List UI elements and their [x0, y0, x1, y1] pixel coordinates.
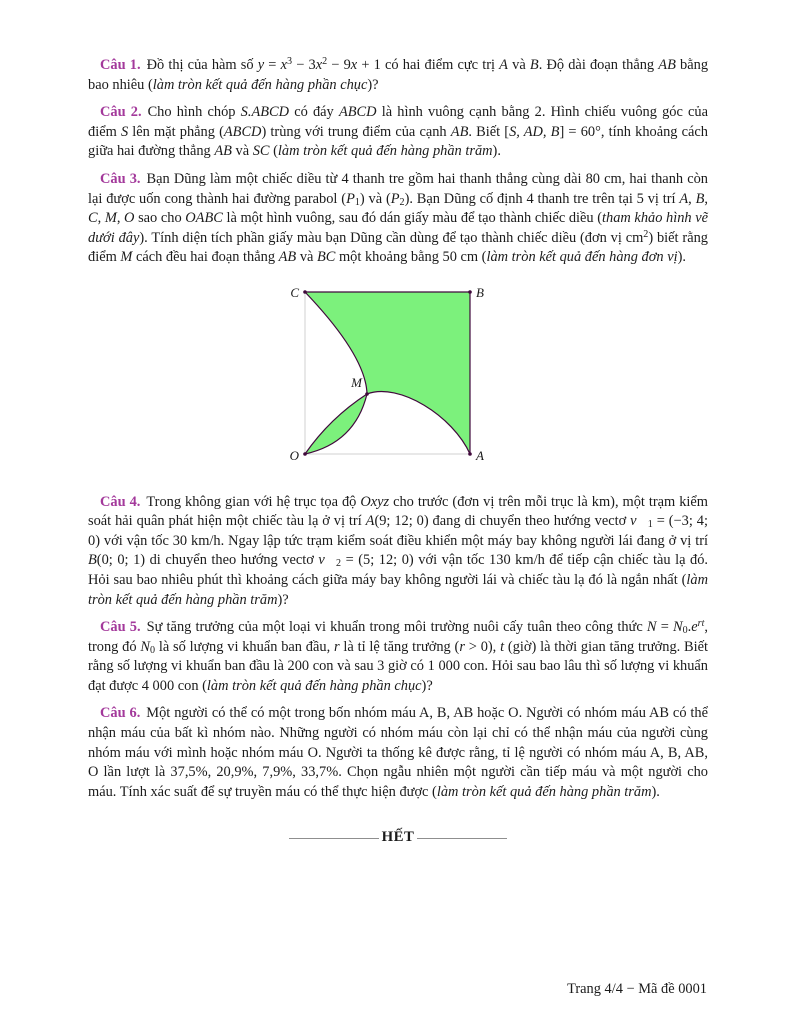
- question-5: [88, 618, 708, 696]
- exam-content: [88, 56, 708, 848]
- end-marker: [88, 828, 708, 848]
- question-3: [88, 170, 708, 268]
- point-O-label: O: [289, 447, 299, 463]
- question-6-label: Câu 6.: [100, 705, 141, 722]
- end-rule-right: [417, 838, 507, 839]
- question-2-text: Cho hình chóp S.ABCD có đáy ABCD là hình vuông cạnh bằng 2. Hình chiếu vuông góc của điểm S lên mặt phẳng (ABCD) trùng với trung điểm của cạnh AB. Biết [S, AD, B] = 60°, tính khoảng cách giữa hai đường thẳng AB và SC (làm tròn kết quả đến hàng phần trăm).: [88, 104, 709, 160]
- question-1-label: Câu 1.: [100, 57, 141, 73]
- kite-figure-svg: [283, 278, 513, 474]
- point-C-dot: [303, 290, 307, 294]
- question-6: [88, 704, 708, 802]
- point-A-label: A: [476, 447, 484, 463]
- point-A-dot: [468, 452, 472, 456]
- question-5-text: Sự tăng trưởng của một loại vi khuẩn trong môi trường nuôi cấy tuân theo công thức $N = N0.e^{rt}$, trong đó N0 là số lượng vi khuẩn ban đầu, r là tỉ lệ tăng trưởng (r > 0), t (giờ) là thời gian tăng trưởng. Biết rằng số lượng vi khuẩn ban đầu là 200 con và sau 3 giờ có 1 000 con. Hỏi sau bao lâu thì số lượng vi khuẩn đạt được 4 000 con (làm tròn kết quả đến hàng phần chục)?: [88, 618, 709, 694]
- question-5-label: Câu 5.: [100, 619, 141, 636]
- point-M-label: M: [351, 374, 362, 390]
- end-marker-text: HẾT: [381, 829, 415, 846]
- kite-figure: [283, 278, 513, 481]
- point-M-dot: [365, 392, 369, 396]
- page-footer: Trang 4/4 − Mã đề 0001: [567, 981, 707, 998]
- question-2: [88, 103, 708, 162]
- point-B-dot: [468, 290, 472, 294]
- question-2-label: Câu 2.: [100, 104, 142, 121]
- end-rule-left: [289, 838, 379, 839]
- question-1-text: Đồ thị của hàm số $y = x^3 - 3x^2 - 9x + 1$ có hai điểm cực trị A và B. Độ dài đoạn thẳng AB bằng bao nhiêu (làm tròn kết quả đến hàng phần chục)?: [88, 55, 709, 93]
- question-4-label: Câu 4.: [100, 493, 141, 510]
- question-1: [88, 56, 708, 95]
- question-4-text: Trong không gian với hệ trục tọa độ Oxyz cho trước (đơn vị trên mỗi trục là km), một trạm kiểm soát hải quân phát hiện một chiếc tàu lạ ở vị trí A(9; 12; 0) đang di chuyển theo hướng vectơ v⃗1 = (−3; 4; 0) với vận tốc 30 km/h. Ngay lập tức trạm kiểm soát điều khiển một máy bay không người lái đang ở vị trí B(0; 0; 1) di chuyển theo hướng vectơ v⃗2 = (5; 12; 0) với vận tốc 130 km/h để tiếp cận chiếc tàu lạ đó. Hỏi sau bao nhiêu phút thì khoảng cách giữa máy bay không người lái và chiếc tàu lạ đó là ngắn nhất (làm tròn kết quả đến hàng phần trăm)?: [88, 493, 709, 608]
- question-4: [88, 493, 708, 611]
- point-C-label: C: [290, 284, 299, 300]
- point-B-label: B: [476, 284, 484, 300]
- point-O-dot: [303, 452, 307, 456]
- question-3-label: Câu 3.: [100, 170, 141, 187]
- kite-lens-region: [305, 394, 367, 454]
- question-3-text: Bạn Dũng làm một chiếc diều từ 4 thanh tre gồm hai thanh thẳng cùng dài 80 cm, hai thanh còn lại được uốn cong thành hai đường parabol (P1) và (P2). Bạn Dũng cố định 4 thanh tre trên tại 5 vị trí A, B, C, M, O sao cho OABC là một hình vuông, sau đó dán giấy màu để tạo thành chiếc diều (tham khảo hình vẽ dưới đây). Tính diện tích phần giấy màu bạn Dũng cần dùng để tạo thành chiếc diều (đơn vị $cm^2$) biết rằng điểm M cách đều hai đoạn thẳng AB và BC một khoảng bằng 50 cm (làm tròn kết quả đến hàng đơn vị).: [88, 170, 708, 266]
- question-6-text: Một người có thể có một trong bốn nhóm máu A, B, AB hoặc O. Người có nhóm máu AB có thể nhận máu của bất kì nhóm nào. Những người có nhóm máu còn lại chỉ có thể nhận máu của người cùng nhóm máu với mình hoặc nhóm máu O. Người ta thống kê được rằng, tỉ lệ người có nhóm máu A, B, AB, O lần lượt là 37,5%, 20,9%, 7,9%, 33,7%. Chọn ngẫu nhiên một người cần tiếp máu và một người cho máu. Tính xác suất để sự truyền máu có thể thực hiện được (làm tròn kết quả đến hàng phần trăm).: [88, 705, 708, 800]
